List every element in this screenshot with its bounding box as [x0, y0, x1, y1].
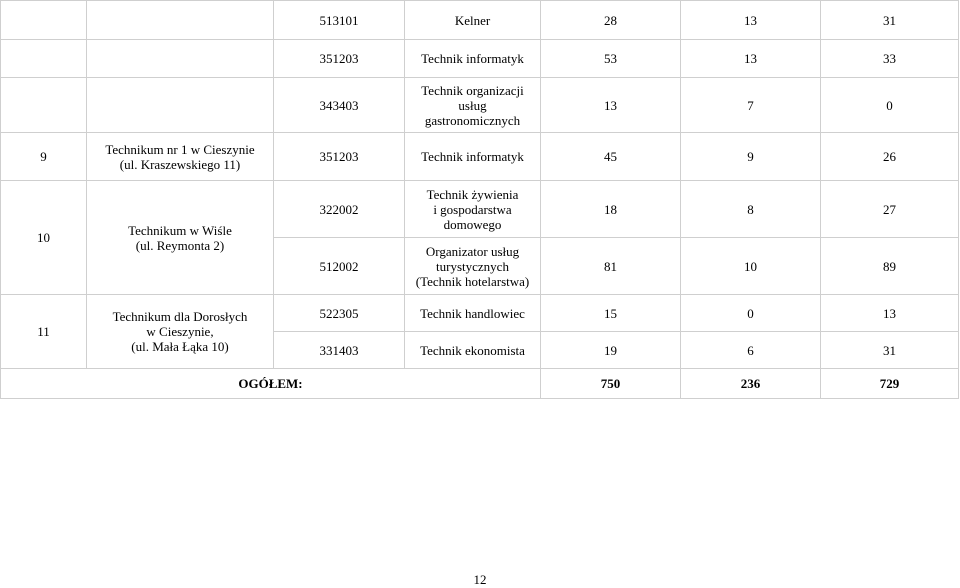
profession-line: i gospodarstwa — [433, 201, 512, 217]
school-line: (ul. Mała Łąka 10) — [131, 339, 229, 354]
profession-line: Technik organizacji — [421, 82, 524, 98]
school-cell — [87, 78, 274, 133]
value-b-cell: 8 — [681, 181, 821, 238]
total-value-c: 729 — [821, 369, 959, 399]
value-c-cell: 27 — [821, 181, 959, 238]
school-cell — [87, 1, 274, 40]
school-line: Technikum w Wiśle — [128, 222, 232, 238]
value-a-cell: 13 — [541, 78, 681, 133]
value-c-cell: 33 — [821, 40, 959, 78]
value-c-cell: 31 — [821, 332, 959, 369]
lp-cell — [1, 78, 87, 133]
profession-line: Technik żywienia — [426, 186, 519, 202]
value-a-cell: 28 — [541, 1, 681, 40]
profession-line: usług — [458, 97, 487, 113]
profession-line: (Technik hotelarstwa) — [415, 273, 530, 289]
profession-cell: Technik handlowiec — [405, 295, 541, 332]
school-cell — [87, 181, 274, 295]
profession-cell: Technik informatyk — [405, 133, 541, 181]
profession-line: domowego — [443, 216, 502, 232]
value-a-cell: 45 — [541, 133, 681, 181]
table-row — [1, 40, 959, 78]
total-value-b: 236 — [681, 369, 821, 399]
lp-cell: 11 — [1, 295, 87, 369]
table-row — [1, 133, 959, 181]
lp-cell — [1, 40, 87, 78]
school-line: w Cieszynie, — [146, 324, 214, 339]
profession-line: Organizator usług — [425, 243, 520, 259]
profession-line: gastronomicznych — [424, 112, 521, 128]
lp-cell — [1, 1, 87, 40]
school-line: (ul. Reymonta 2) — [135, 237, 225, 253]
total-label: OGÓŁEM: — [1, 369, 541, 399]
value-b-cell: 6 — [681, 332, 821, 369]
profession-cell — [405, 78, 541, 133]
profession-cell: Kelner — [405, 1, 541, 40]
lp-cell: 9 — [1, 133, 87, 181]
code-cell: 343403 — [274, 78, 405, 133]
value-c-cell: 0 — [821, 78, 959, 133]
lp-cell: 10 — [1, 181, 87, 295]
code-cell: 522305 — [274, 295, 405, 332]
value-b-cell: 9 — [681, 133, 821, 181]
value-a-cell: 19 — [541, 332, 681, 369]
value-c-cell: 89 — [821, 238, 959, 295]
table-row — [1, 78, 959, 133]
school-line: Technikum dla Dorosłych — [112, 309, 248, 324]
value-b-cell: 0 — [681, 295, 821, 332]
profession-cell: Technik ekonomista — [405, 332, 541, 369]
table-row — [1, 295, 959, 332]
profession-line: turystycznych — [436, 258, 509, 274]
value-b-cell: 10 — [681, 238, 821, 295]
code-cell: 331403 — [274, 332, 405, 369]
value-b-cell: 13 — [681, 40, 821, 78]
code-cell: 513101 — [274, 1, 405, 40]
school-cell — [87, 133, 274, 181]
value-b-cell: 13 — [681, 1, 821, 40]
value-c-cell: 31 — [821, 1, 959, 40]
profession-cell: Technik informatyk — [405, 40, 541, 78]
table-row — [1, 181, 959, 238]
page-number: 12 — [473, 572, 487, 587]
school-cell — [87, 295, 274, 369]
total-row — [1, 369, 959, 399]
school-line: Technikum nr 1 w Cieszynie — [105, 141, 255, 157]
value-c-cell: 13 — [821, 295, 959, 332]
total-value-a: 750 — [541, 369, 681, 399]
code-cell: 351203 — [274, 40, 405, 78]
value-a-cell: 15 — [541, 295, 681, 332]
school-line: (ul. Kraszewskiego 11) — [119, 156, 241, 172]
code-cell: 512002 — [274, 238, 405, 295]
code-cell: 322002 — [274, 181, 405, 238]
value-a-cell: 53 — [541, 40, 681, 78]
value-a-cell: 18 — [541, 181, 681, 238]
value-c-cell: 26 — [821, 133, 959, 181]
school-cell — [87, 40, 274, 78]
profession-cell — [405, 181, 541, 238]
profession-cell — [405, 238, 541, 295]
value-a-cell: 81 — [541, 238, 681, 295]
table-row — [1, 1, 959, 40]
code-cell: 351203 — [274, 133, 405, 181]
value-b-cell: 7 — [681, 78, 821, 133]
